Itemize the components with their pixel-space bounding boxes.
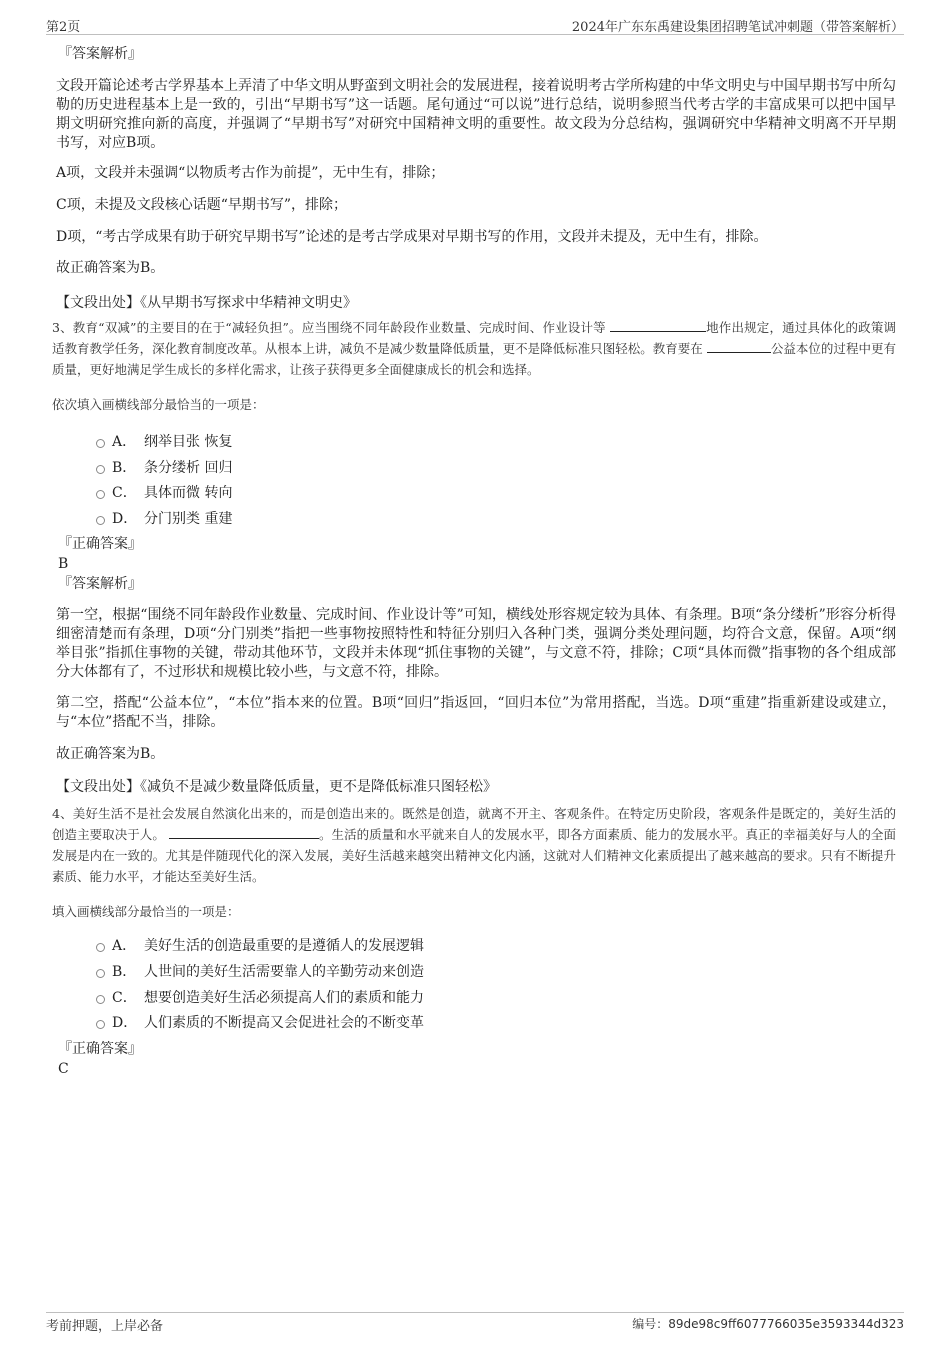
radio-icon[interactable] xyxy=(96,1020,105,1029)
page-footer xyxy=(46,1312,904,1333)
q3-analysis-para-2: 第二空，搭配“公益本位”，“本位”指本来的位置。B项“回归”指返回，“回归本位”为常用搭配，当选。D项“重建”指重新建设或建立，与“本位”搭配不当，排除。 xyxy=(56,695,896,731)
footer-slogan: 考前押题，上岸必备 xyxy=(46,1319,164,1334)
q3-source: 【文段出处】《减负不是减少数量降低质量，更不是降低标准只图轻松》 xyxy=(56,779,497,796)
q4-options xyxy=(56,936,896,1038)
q3-option-b[interactable]: B． 条分缕析 回归 xyxy=(96,458,896,484)
q3-option-d[interactable]: D． 分门别类 重建 xyxy=(96,509,896,535)
radio-icon[interactable] xyxy=(96,439,105,448)
q4-option-d[interactable]: D． 人们素质的不断提高又会促进社会的不断变革 xyxy=(96,1013,896,1039)
q3-stem: 3、教育“双减”的主要目的在于“减轻负担”。应当围绕不同年龄段作业数量、完成时间、作业设计等 地作出规定，通过具体化的政策调适教育教学任务，深化教育制度改革。从根本上讲，减负不是减少数量降低质量，更不是降低标准只图轻松。教育要在 公益本位的过程中更有质量，更好地满足学生成长的多样化需求，让孩子获得更多全面健康成长的机会和选择。 xyxy=(52,320,896,377)
q3-answer-label: 『正确答案』 xyxy=(58,536,142,553)
q2-source: 【文段出处】《从早期书写探求中华精神文明史》 xyxy=(56,295,357,311)
document-title: 2024年广东东禹建设集团招聘笔试冲刺题（带答案解析） xyxy=(571,20,904,35)
radio-icon[interactable] xyxy=(96,969,105,978)
radio-icon[interactable] xyxy=(96,516,105,525)
radio-icon[interactable] xyxy=(96,490,105,499)
q3-options xyxy=(56,432,896,534)
q4-option-c[interactable]: C． 想要创造美好生活必须提高人们的素质和能力 xyxy=(96,988,896,1014)
q3-option-a[interactable]: A． 纲举目张 恢复 xyxy=(96,432,896,458)
q4-answer-label: 『正确答案』 xyxy=(58,1040,142,1057)
q3-answer: B xyxy=(58,556,69,573)
q2-analysis-para-2: A项，文段并未强调“以物质考古作为前提”，无中生有，排除； xyxy=(56,165,445,181)
fill-blank-1 xyxy=(610,319,706,332)
q2-analysis-para-4: D项，“考古学成果有助于研究早期书写”论述的是考古学成果对早期书写的作用，文段并未提及，无中生有，排除。 xyxy=(56,229,768,245)
q3-prompt: 依次填入画横线部分最恰当的一项是： xyxy=(52,397,265,412)
q3-analysis-conclusion: 故正确答案为B。 xyxy=(56,746,165,763)
q2-analysis-conclusion: 故正确答案为B。 xyxy=(56,260,165,276)
page-number: 第2页 xyxy=(46,20,81,35)
q2-analysis-para-3: C项，未提及文段核心话题“早期书写”，排除； xyxy=(56,197,348,213)
document-id: 编号：89de98c9ff6077766035e3593344d323 xyxy=(632,1317,904,1331)
q4-option-b[interactable]: B． 人世间的美好生活需要靠人的辛勤劳动来创造 xyxy=(96,962,896,988)
radio-icon[interactable] xyxy=(96,943,105,952)
fill-blank-1 xyxy=(169,826,319,839)
fill-blank-2 xyxy=(707,340,771,353)
q3-analysis-para-1: 第一空，根据“围绕不同年龄段作业数量、完成时间、作业设计等”可知，横线处形容规定较为具体、有条理。B项“条分缕析”形容分析得细密清楚而有条理，D项“分门别类”指把一些事物按照特性和特征分别归入各种门类，强调分类处理问题，均符合文意，保留。A项“纲举目张”指抓住事物的关键，带动其他环节，文段并未体现“抓住事物的关键”，与文意不符，排除；C项“具体而微”指事物的各个组成部分大体都有了，不过形状和规模比较小些，与文意不符，排除。 xyxy=(56,607,896,681)
radio-icon[interactable] xyxy=(96,465,105,474)
page-header xyxy=(46,14,904,35)
q4-answer: C xyxy=(58,1060,69,1077)
q4-stem: 4、美好生活不是社会发展自然演化出来的，而是创造出来的。既然是创造，就离不开主、客观条件。在特定历史阶段，客观条件是既定的，美好生活的创造主要取决于人。 。生活的质量和水平就来自人的发展水平，即各方面素质、能力的发展水平。真正的幸福美好与人的全面发展是内在一致的。尤其是伴随现代化的深入发展，美好生活越来越突出精神文化内涵，这就对人们精神文化素质提出了越来越高的要求。只有不断提升素质、能力水平，才能达至美好生活。 xyxy=(52,806,896,885)
q4-prompt: 填入画横线部分最恰当的一项是： xyxy=(52,904,240,920)
q4-option-a[interactable]: A． 美好生活的创造最重要的是遵循人的发展逻辑 xyxy=(96,936,896,962)
radio-icon[interactable] xyxy=(96,995,105,1004)
page-content xyxy=(52,44,896,1079)
q2-analysis-para-1: 文段开篇论述考古学界基本上弄清了中华文明从野蛮到文明社会的发展进程，接着说明考古学所构建的中华文明史与中国早期书写中所勾勒的历史进程基本上是一致的，引出“早期书写”这一话题。尾句通过“可以说”进行总结，说明参照当代考古学的丰富成果可以把中国早期文明研究推向新的高度，并强调了“早期书写”对研究中国精神文明的重要性。故文段为分总结构，强调研究中华精神文明离不开早期书写，对应B项。 xyxy=(56,78,896,151)
q3-option-c[interactable]: C． 具体而微 转向 xyxy=(96,483,896,509)
q3-analysis-label: 『答案解析』 xyxy=(58,576,142,593)
q2-analysis-label: 『答案解析』 xyxy=(58,46,142,62)
